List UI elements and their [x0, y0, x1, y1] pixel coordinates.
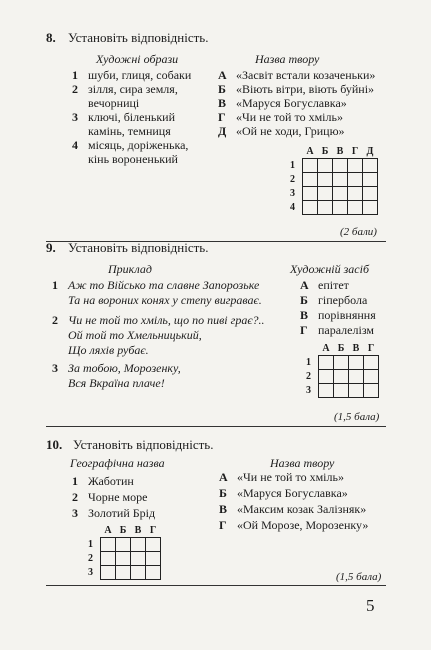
- q10-right-header: Назва твору: [270, 456, 335, 470]
- grid-row-label: 3: [88, 567, 93, 578]
- answer-cell[interactable]: [349, 370, 364, 384]
- page-number: 5: [366, 596, 375, 615]
- answer-cell[interactable]: [101, 566, 116, 580]
- answer-cell[interactable]: [348, 173, 363, 187]
- answer-cell[interactable]: [318, 159, 333, 173]
- q10-answer-grid: [88, 524, 161, 580]
- answer-cell[interactable]: [116, 552, 131, 566]
- answer-cell[interactable]: [303, 187, 318, 201]
- answer-cell[interactable]: [319, 370, 334, 384]
- answer-cell[interactable]: [318, 173, 333, 187]
- grid-row-label: 3: [290, 188, 295, 199]
- answer-cell[interactable]: [131, 552, 146, 566]
- answer-cell[interactable]: [146, 552, 161, 566]
- grid-row-label: 1: [290, 160, 295, 171]
- answer-cell[interactable]: [363, 201, 378, 215]
- answer-cell[interactable]: [318, 201, 333, 215]
- q8-left-header: Художні образи: [96, 52, 179, 66]
- q8-prompt: Установіть відповідність.: [68, 30, 209, 45]
- q9-prompt: Установіть відповідність.: [68, 240, 209, 255]
- grid-col-header: А: [322, 343, 330, 354]
- answer-cell[interactable]: [348, 201, 363, 215]
- answer-cell[interactable]: [131, 538, 146, 552]
- q9-score: (1,5 бала): [334, 411, 380, 423]
- workbook-page: 8. Установіть відповідність. Художні образи Назва твору 1 шуби, глиця, собаки 2 зілля, сира земля, вечорниці 3 ключі, біленький камінь, темниця 4 місяць, доріженька, кінь вороненький А «Засвіт встали козаченьки» Б «Віють вітри, віють буйні» В «Маруся Богуславка» Г «Чи не той то хміль» Д «Ой не ходи, Грицю» А Б В Г Д 1 2 3 4 (2 бали) 9. Установіть відповідність. Приклад Художній засіб 1 Аж то Військо та славне Запорозьке Та на вороних конях у степу виграває. 2 Чи не той то хміль, що по пиві грає?.. Ой той то Хмельницький, Що ляхів рубає. 3 За тобою, Морозенку, Вся Вкраїна плаче! А епітет Б гіпербола В порівняння Г паралелізм А Б В Г 1 2 3 (1,5 бала) 10. Установіть відповідність. Географічна назва Назва твору 1 Жаботин 2 Чорне море 3 Золотий Брід А «Чи не той то хміль» Б «Маруся Богуславка» В «Максим козак Залізняк» Г «Ой Морозе, Морозенку» А Б В Г 1 2 3 (1,5 бала) 5: [0, 0, 431, 650]
- answer-cell[interactable]: [349, 384, 364, 398]
- q8-score: (2 бали): [340, 226, 377, 238]
- answer-cell[interactable]: [333, 173, 348, 187]
- grid-row-label: 2: [290, 174, 295, 185]
- answer-cell[interactable]: [146, 566, 161, 580]
- grid-col-header: Б: [321, 146, 329, 157]
- answer-cell[interactable]: [131, 566, 146, 580]
- grid-col-header: А: [104, 525, 112, 536]
- answer-cell[interactable]: [101, 552, 116, 566]
- answer-cell[interactable]: [334, 384, 349, 398]
- q10-number: 10.: [46, 437, 63, 452]
- grid-col-header: Б: [119, 525, 127, 536]
- answer-cell[interactable]: [319, 384, 334, 398]
- answer-cell[interactable]: [116, 566, 131, 580]
- answer-cell[interactable]: [146, 538, 161, 552]
- answer-cell[interactable]: [319, 356, 334, 370]
- answer-cell[interactable]: [364, 384, 379, 398]
- q8-answer-grid: [290, 145, 378, 215]
- grid-col-header: А: [306, 146, 314, 157]
- answer-cell[interactable]: [363, 187, 378, 201]
- q9-number: 9.: [46, 240, 56, 255]
- q8-right-header: Назва твору: [255, 52, 320, 66]
- answer-cell[interactable]: [349, 356, 364, 370]
- grid-col-header: В: [134, 525, 142, 536]
- grid-col-header: В: [336, 146, 344, 157]
- grid-col-header: Б: [337, 343, 345, 354]
- q9-left-header: Приклад: [108, 262, 152, 276]
- answer-cell[interactable]: [348, 187, 363, 201]
- answer-cell[interactable]: [333, 187, 348, 201]
- grid-row-label: 1: [88, 539, 93, 550]
- q10-left-header: Географічна назва: [70, 456, 165, 470]
- q10-score: (1,5 бала): [336, 571, 382, 583]
- q8-number: 8.: [46, 30, 56, 45]
- answer-cell[interactable]: [364, 370, 379, 384]
- answer-cell[interactable]: [363, 159, 378, 173]
- grid-col-header: Г: [351, 146, 359, 157]
- answer-cell[interactable]: [333, 159, 348, 173]
- answer-cell[interactable]: [318, 187, 333, 201]
- grid-row-label: 3: [306, 385, 311, 396]
- answer-cell[interactable]: [303, 173, 318, 187]
- grid-col-header: Г: [367, 343, 375, 354]
- q9-right-header: Художній засіб: [290, 262, 369, 276]
- answer-cell[interactable]: [348, 159, 363, 173]
- q10-divider: [46, 585, 386, 586]
- q10-prompt: Установіть відповідність.: [73, 437, 214, 452]
- answer-cell[interactable]: [364, 356, 379, 370]
- grid-col-header: В: [352, 343, 360, 354]
- q9-answer-grid: [306, 342, 379, 398]
- q9-divider: [46, 426, 386, 427]
- grid-row-label: 2: [88, 553, 93, 564]
- answer-cell[interactable]: [116, 538, 131, 552]
- answer-cell[interactable]: [334, 370, 349, 384]
- answer-cell[interactable]: [333, 201, 348, 215]
- grid-col-header: Д: [366, 146, 374, 157]
- answer-cell[interactable]: [101, 538, 116, 552]
- answer-cell[interactable]: [303, 201, 318, 215]
- grid-row-label: 4: [290, 202, 295, 213]
- answer-cell[interactable]: [303, 159, 318, 173]
- grid-row-label: 2: [306, 371, 311, 382]
- grid-col-header: Г: [149, 525, 157, 536]
- answer-cell[interactable]: [363, 173, 378, 187]
- answer-cell[interactable]: [334, 356, 349, 370]
- grid-row-label: 1: [306, 357, 311, 368]
